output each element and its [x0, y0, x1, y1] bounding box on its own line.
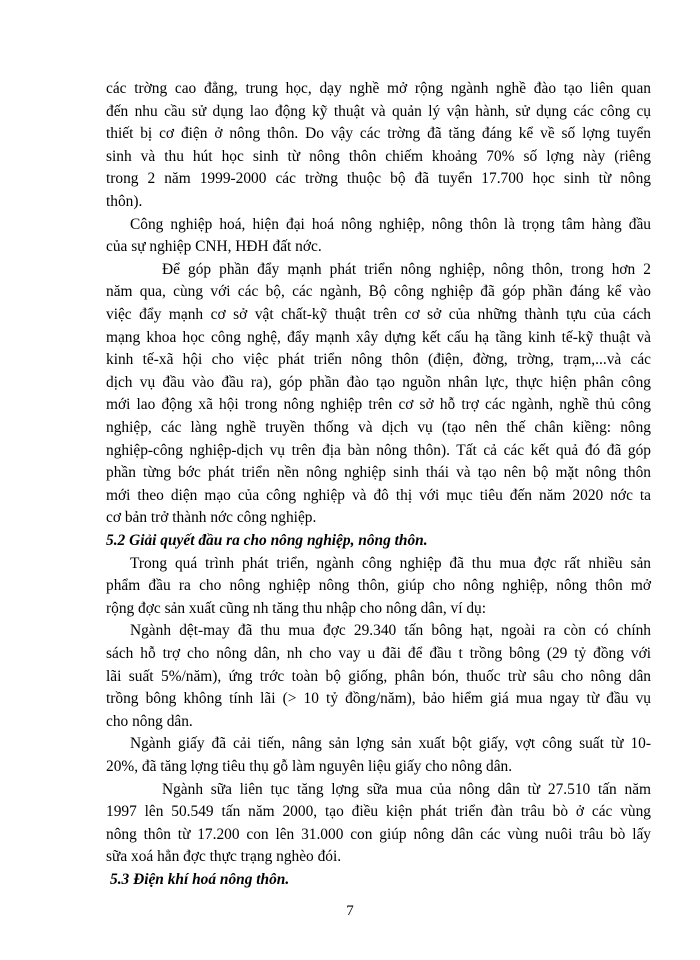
text-line: Công nghiệp hoá, hiện đại hoá nông nghiệp, nông thôn là trọng tâm hàng đầu — [130, 215, 651, 233]
text-line: rộng đợc sản xuất cũng nh tăng thu nhập cho nông dân, ví dụ: — [106, 599, 487, 617]
text-line: 20%, đã tăng lợng tiêu thụ gỗ làm nguyên liệu giấy cho nông dân. — [106, 758, 513, 775]
text-line: nghiệp, các làng nghề truyền thống và dịch vụ (tạo nên thế chân kiềng: nông — [106, 419, 651, 436]
text-line: mới theo diện mạo của công nghiệp và đô thị với mục tiêu đến năm 2020 nớc ta — [106, 486, 651, 504]
section-heading: 5.3 Điện khí hoá nông thôn. — [110, 871, 290, 888]
text-line: dịch vụ đầu vào đầu ra), góp phần đào tạo nguồn nhân lực, thực hiện phân công — [106, 373, 651, 391]
text-line: cho nông dân. — [106, 712, 193, 730]
text-line: mới lao động xã hội trong nông nghiệp trên cơ sở hỗ trợ các ngành, nghề thủ công — [106, 396, 651, 414]
text-line: Ngành sữa liên tục tăng lợng sữa mua của nông dân từ 27.510 tấn năm — [162, 780, 651, 798]
text-line: của sự nghiệp CNH, HĐH đất nớc. — [106, 238, 322, 256]
text-line: trong 2 năm 1999-2000 các trờng thuộc bộ đã tuyển 17.700 học sinh từ nông — [106, 170, 651, 188]
text-line: sinh và thu hút học sinh từ nông thôn chiếm khoảng 70% số lợng này (riêng — [106, 147, 651, 165]
text-line: Trong quá trình phát triển, ngành công nghiệp đã thu mua đợc rất nhiều sản — [130, 554, 651, 572]
text-line: thiết bị cơ điện ở nông thôn. Do vậy các trờng đã tăng đáng kể về số lợng tuyển — [106, 125, 651, 143]
text-line: các trờng cao đẳng, trung học, dạy nghề mở rộng ngành nghề đào tạo liên quan — [106, 80, 651, 97]
text-line: kinh tế-xã hội cho việc phát triển nông thôn (điện, đờng, trờng, trạm,...và các — [106, 351, 651, 369]
text-line: mạng khoa học công nghệ, đẩy mạnh xây dựng kết cấu hạ tầng kinh tế-kỹ thuật và — [106, 328, 651, 346]
text-line: Để góp phần đẩy mạnh phát triển nông nghiệp, nông thôn, trong hơn 2 — [162, 260, 651, 278]
text-line: việc đẩy mạnh cơ sở vật chất-kỹ thuật trên cơ sở của những thành tựu của cách — [106, 306, 651, 323]
text-line: Ngành dệt-may đã thu mua đợc 29.340 tấn bông hạt, ngoài ra còn có chính — [130, 622, 651, 640]
text-line: phẩm đầu ra cho nông nghiệp nông thôn, giúp cho nông nghiệp, nông thôn mở — [106, 577, 651, 595]
text-line: sữa xoá hẳn đợc thực trạng nghèo đói. — [106, 848, 342, 866]
section-heading: 5.2 Giải quyết đầu ra cho nông nghiệp, nông thôn. — [106, 532, 428, 549]
page-number: 7 — [346, 903, 354, 919]
text-line: 1997 lên 50.549 tấn năm 2000, tạo điều kiện phát triển đàn trâu bò ở các vùng — [106, 803, 651, 821]
text-line: sách hỗ trợ cho nông dân, nh cho vay u đãi để đầu t trồng bông (29 tỷ đồng với — [106, 645, 651, 662]
text-line: nông thôn từ 17.200 con lên 31.000 con giúp nông dân các vùng nuôi trâu bò lấy — [106, 825, 651, 843]
text-line: lãi suất 5%/năm), ứng trớc toàn bộ giống, phân bón, thuốc trừ sâu cho nông dân — [106, 667, 651, 685]
text-line: phần từng bớc phát triển nền nông nghiệp sinh thái và tạo nên bộ mặt nông thôn — [106, 464, 651, 482]
text-line: Ngành giấy đã cải tiến, nâng sản lợng sản xuất bột giấy, vợt công suất từ 10- — [130, 735, 651, 753]
text-line: thôn). — [106, 193, 143, 210]
text-line: đến nhu cầu sử dụng lao động kỹ thuật và quản lý vận hành, sử dụng các công cụ — [106, 102, 651, 120]
text-line: năm qua, cùng với các bộ, các ngành, Bộ công nghiệp đã góp phần đáng kể vào — [106, 283, 651, 301]
text-line: nghiệp-công nghiệp-dịch vụ trên địa bàn nông thôn). Tất cả các kết quả đó đã góp — [106, 441, 651, 459]
text-line: cơ bản trở thành nớc công nghiệp. — [106, 509, 317, 527]
text-line: trồng bông không tính lãi (> 10 tỷ đồng/năm), bảo hiểm giá mua ngay từ đầu vụ — [106, 690, 651, 708]
